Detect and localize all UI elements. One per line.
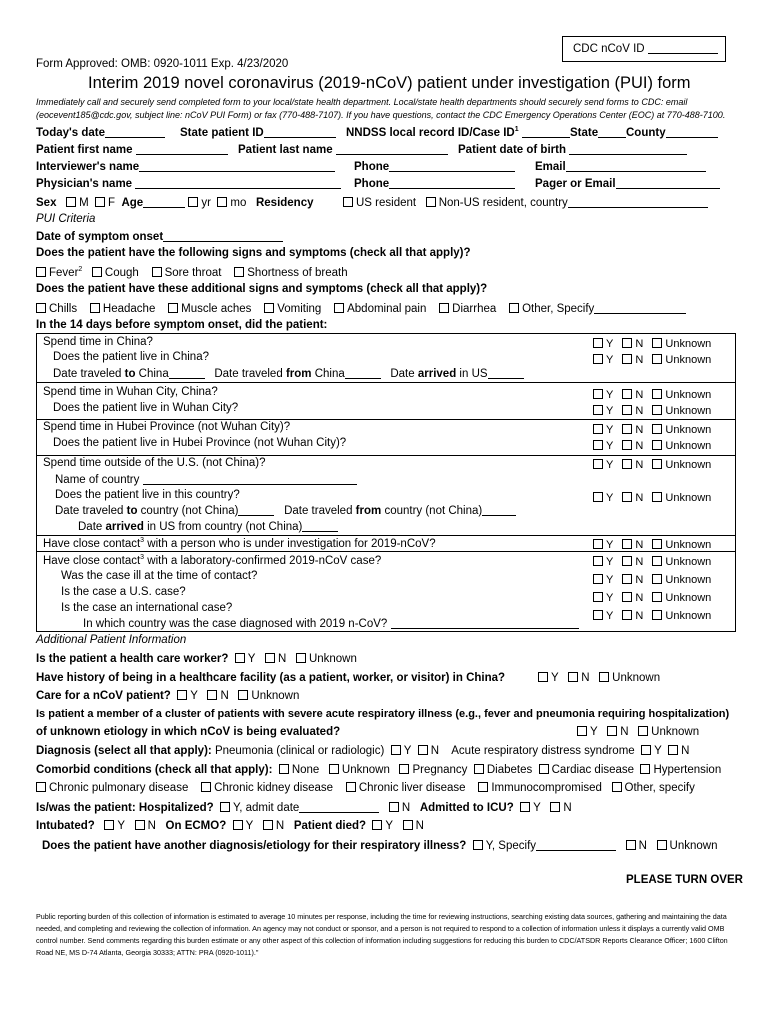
ynu-case-intl[interactable]: Y N Unknown: [593, 610, 717, 622]
ards-n-checkbox[interactable]: [668, 745, 678, 755]
ecmo-n-checkbox[interactable]: [263, 820, 273, 830]
other-dx-input[interactable]: [536, 839, 616, 851]
diarrhea-checkbox[interactable]: [439, 303, 449, 313]
instructions-line-2: (eocevent185@cdc.gov, subject line: nCoV PUI Form) or fax (770-488-7107). If you have questions, contact the CDC Emergency Operations Center (EOC) at 770-488-7100.: [36, 110, 726, 120]
comorbid-unknown-checkbox[interactable]: [329, 764, 339, 774]
age-yr-checkbox[interactable]: [188, 197, 198, 207]
ynu-outside-live[interactable]: Y N Unknown: [593, 492, 717, 504]
care-n-checkbox[interactable]: [207, 690, 217, 700]
date-from-china-input[interactable]: [345, 367, 381, 379]
other-checkbox[interactable]: [509, 303, 519, 313]
hcw-row: Is the patient a health care worker? Y N Unknown: [36, 653, 357, 665]
county-field[interactable]: County: [626, 126, 718, 139]
cardiac-checkbox[interactable]: [539, 764, 549, 774]
diabetes-checkbox[interactable]: [474, 764, 484, 774]
pneumonia-n-checkbox[interactable]: [418, 745, 428, 755]
other-dx-n-checkbox[interactable]: [626, 840, 636, 850]
china-dates-row: Date traveled to China Date traveled from China Date arrived in US: [53, 367, 524, 380]
pneumonia-y-checkbox[interactable]: [391, 745, 401, 755]
hospitalized-n-checkbox[interactable]: [389, 802, 399, 812]
contact-lab-label: Have close contact$^3$ with a laboratory-confirmed 2019-nCoV case?: [43, 554, 382, 567]
onset-field[interactable]: Date of symptom onset: [36, 230, 283, 243]
fever-checkbox[interactable]: [36, 267, 46, 277]
omb-text: Form Approved: OMB: 0920-1011 Exp. 4/23/2020: [36, 58, 289, 70]
headache-checkbox[interactable]: [90, 303, 100, 313]
ynu-hubei-spend[interactable]: Y N Unknown: [593, 424, 717, 436]
case-ill-label: Was the case ill at the time of contact?: [61, 570, 258, 582]
other-specify-checkbox[interactable]: [612, 782, 622, 792]
wuhan-live-label: Does the patient live in Wuhan City?: [53, 402, 239, 414]
intubated-y-checkbox[interactable]: [104, 820, 114, 830]
ynu-hc-facility[interactable]: Y N Unknown: [538, 672, 660, 684]
vomiting-checkbox[interactable]: [264, 303, 274, 313]
comorbid-row-2: Chronic pulmonary disease Chronic kidney disease Chronic liver disease Immunocompromised Other, specify: [36, 782, 695, 794]
care-u-checkbox[interactable]: [238, 690, 248, 700]
ynu-contact-lab[interactable]: Y N Unknown: [593, 556, 717, 568]
diagnosis-row: Diagnosis (select all that apply): Pneumonia (clinical or radiologic) Y N Acute respiratory distress syndrome Y N: [36, 745, 690, 757]
case-country-field[interactable]: In which country was the case diagnosed with 2019 n-CoV?: [83, 617, 579, 630]
date-arrived-us-input[interactable]: [488, 367, 524, 379]
signs-question: Does the patient have the following signs and symptoms (check all that apply)?: [36, 247, 471, 259]
kidney-checkbox[interactable]: [201, 782, 211, 792]
other-dx-row: Does the patient have another diagnosis/etiology for their respiratory illness? Y, Specify N Unknown: [42, 840, 718, 852]
ards-y-checkbox[interactable]: [641, 745, 651, 755]
ynu-hubei-live[interactable]: Y N Unknown: [593, 440, 717, 452]
died-y-checkbox[interactable]: [372, 820, 382, 830]
state-patient-id-field[interactable]: State patient ID: [180, 126, 336, 139]
date-to-country-input[interactable]: [238, 504, 274, 516]
admit-date-input[interactable]: [299, 801, 379, 813]
hcw-y-checkbox[interactable]: [235, 653, 245, 663]
care-ncov-row: Care for a nCoV patient? Y N Unknown: [36, 690, 300, 702]
date-arrived-from-country-input[interactable]: [302, 520, 338, 532]
pulmonary-checkbox[interactable]: [36, 782, 46, 792]
intubated-row: Intubated? Y N On ECMO? Y N Patient died? Y N: [36, 820, 424, 832]
liver-checkbox[interactable]: [346, 782, 356, 792]
ynu-cluster[interactable]: Y N Unknown: [577, 726, 699, 738]
ynu-case-ill[interactable]: Y N Unknown: [593, 574, 717, 586]
cluster-label-2: of unknown etiology in which nCoV is being evaluated?: [36, 726, 341, 738]
abdominal-pain-checkbox[interactable]: [334, 303, 344, 313]
patient-first-name-field[interactable]: Patient first name: [36, 143, 228, 156]
sex-row: Sex M F Age yr mo Residency: [36, 197, 314, 209]
burden-statement: Public reporting burden of this collection of information is estimated to average 10 minutes per response, including the time for reviewing instructions, searching existing data sources, gathering and maintaining the data needed, and completing and reviewing the collection of information. An agency may not conduct or sponsor, and a person is not required to respond to a collection of information unless it displays a currently valid OMB control number. Send comments regarding this burden estimate or any other aspect of this collection of information including suggestions for reducing this burden to CDC/ATSDR Reports Clearance Officer; 1600 Clifton Road NE, MS D-74 Atlanta, Georgia 30333; ATTN: PRA (0920-1011).": [36, 912, 728, 957]
chills-checkbox[interactable]: [36, 303, 46, 313]
china-spend-label: Spend time in China?: [43, 336, 153, 348]
other-dx-y-checkbox[interactable]: [473, 840, 483, 850]
patient-dob-field[interactable]: Patient date of birth: [458, 143, 687, 156]
muscle-aches-checkbox[interactable]: [168, 303, 178, 313]
email-field[interactable]: Email: [535, 160, 706, 173]
care-y-checkbox[interactable]: [177, 690, 187, 700]
pager-email-field[interactable]: Pager or Email: [535, 177, 720, 190]
china-live-label: Does the patient live in China?: [53, 351, 209, 363]
sob-checkbox[interactable]: [234, 267, 244, 277]
pregnancy-checkbox[interactable]: [399, 764, 409, 774]
outside-live-label: Does the patient live in this country?: [55, 489, 240, 501]
sex-f-checkbox[interactable]: [95, 197, 105, 207]
non-us-checkbox[interactable]: [426, 197, 436, 207]
outside-spend-label: Spend time outside of the U.S. (not China)?: [43, 457, 266, 469]
contact-pui-label: Have close contact$^3$ with a person who is under investigation for 2019-nCoV?: [43, 537, 436, 550]
age-input[interactable]: [143, 196, 185, 208]
none-checkbox[interactable]: [279, 764, 289, 774]
phone-field[interactable]: Phone: [354, 160, 515, 173]
hypertension-checkbox[interactable]: [640, 764, 650, 774]
us-resident-checkbox[interactable]: [343, 197, 353, 207]
page-title: Interim 2019 novel coronavirus (2019-nCoV) patient under investigation (PUI) form: [88, 74, 691, 92]
case-us-label: Is the case a U.S. case?: [61, 586, 186, 598]
physician-name-field[interactable]: Physician's name: [36, 177, 341, 190]
ynu-outside-spend[interactable]: Y N Unknown: [593, 459, 717, 471]
date-to-china-input[interactable]: [169, 367, 205, 379]
comorbid-row-1: Comorbid conditions (check all that apply): None Unknown Pregnancy Diabetes Cardiac disease Hypertension: [36, 764, 722, 776]
cluster-label-1: Is patient a member of a cluster of patients with severe acute respiratory illness (e.g., fever and pneumonia requiring hospitalization): [36, 708, 730, 720]
hospitalized-row: Is/was the patient: Hospitalized? Y, admit date N Admitted to ICU? Y N: [36, 802, 572, 814]
additional-signs-options: Chills Headache Muscle aches Vomiting Abdominal pain Diarrhea Other, Specify: [36, 302, 686, 315]
ynu-case-us[interactable]: Y N Unknown: [593, 592, 717, 604]
outside-country-field[interactable]: Name of country: [55, 473, 357, 486]
phone2-field[interactable]: Phone: [354, 177, 515, 190]
cdc-id-label: CDC nCoV ID: [573, 43, 645, 55]
todays-date-field[interactable]: Today's date: [36, 126, 165, 139]
wuhan-spend-label: Spend time in Wuhan City, China?: [43, 386, 218, 398]
ynu-china-spend[interactable]: Y N Unknown: [593, 338, 717, 350]
date-from-country-input[interactable]: [482, 504, 516, 516]
hc-facility-label: Have history of being in a healthcare facility (as a patient, worker, or visitor) in China?: [36, 672, 506, 684]
cdc-id-field[interactable]: [573, 42, 718, 55]
state-field[interactable]: State: [570, 126, 626, 139]
ynu-wuhan-spend[interactable]: Y N Unknown: [593, 389, 717, 401]
14-days-question: In the 14 days before symptom onset, did the patient:: [36, 319, 328, 331]
hospitalized-y-checkbox[interactable]: [220, 802, 230, 812]
ecmo-y-checkbox[interactable]: [233, 820, 243, 830]
other-dx-u-checkbox[interactable]: [657, 840, 667, 850]
hubei-spend-label: Spend time in Hubei Province (not Wuhan City)?: [43, 421, 291, 433]
age-mo-checkbox[interactable]: [217, 197, 227, 207]
ynu-contact-pui[interactable]: Y N Unknown: [593, 539, 717, 551]
turn-over-note: PLEASE TURN OVER: [626, 874, 743, 886]
additional-signs-question: Does the patient have these additional signs and symptoms (check all that apply)?: [36, 283, 488, 295]
outside-arrival-row: Date arrived in US from country (not China): [78, 520, 338, 533]
patient-last-name-field[interactable]: Patient last name: [238, 143, 448, 156]
icu-n-checkbox[interactable]: [550, 802, 560, 812]
pui-criteria-heading: PUI Criteria: [36, 213, 96, 225]
immuno-checkbox[interactable]: [478, 782, 488, 792]
residency-options: US resident Non-US resident, country: [343, 196, 708, 209]
icu-y-checkbox[interactable]: [520, 802, 530, 812]
signs-options: Fever$^2$ Cough Sore throat Shortness of breath: [36, 266, 348, 279]
hcw-u-checkbox[interactable]: [296, 653, 306, 663]
instructions-line-1: Immediately call and securely send completed form to your local/state health department. Local/state health departments should securely send forms to CDC: email: [36, 97, 688, 107]
ynu-wuhan-live[interactable]: Y N Unknown: [593, 405, 717, 417]
hcw-n-checkbox[interactable]: [265, 653, 275, 663]
outside-dates-row: Date traveled to country (not China) Date traveled from country (not China): [55, 504, 516, 517]
sore-throat-checkbox[interactable]: [152, 267, 162, 277]
sex-m-checkbox[interactable]: [66, 197, 76, 207]
intubated-n-checkbox[interactable]: [135, 820, 145, 830]
nndss-field[interactable]: NNDSS local record ID/Case $ID^1$: [346, 126, 570, 139]
country-input[interactable]: [568, 196, 708, 208]
ynu-china-live[interactable]: Y N Unknown: [593, 354, 717, 366]
died-n-checkbox[interactable]: [403, 820, 413, 830]
cough-checkbox[interactable]: [92, 267, 102, 277]
case-intl-label: Is the case an international case?: [61, 602, 233, 614]
interviewer-name-field[interactable]: Interviewer's name: [36, 160, 335, 173]
additional-info-heading: Additional Patient Information: [36, 634, 187, 646]
hubei-live-label: Does the patient live in Hubei Province (not Wuhan City)?: [53, 437, 347, 449]
